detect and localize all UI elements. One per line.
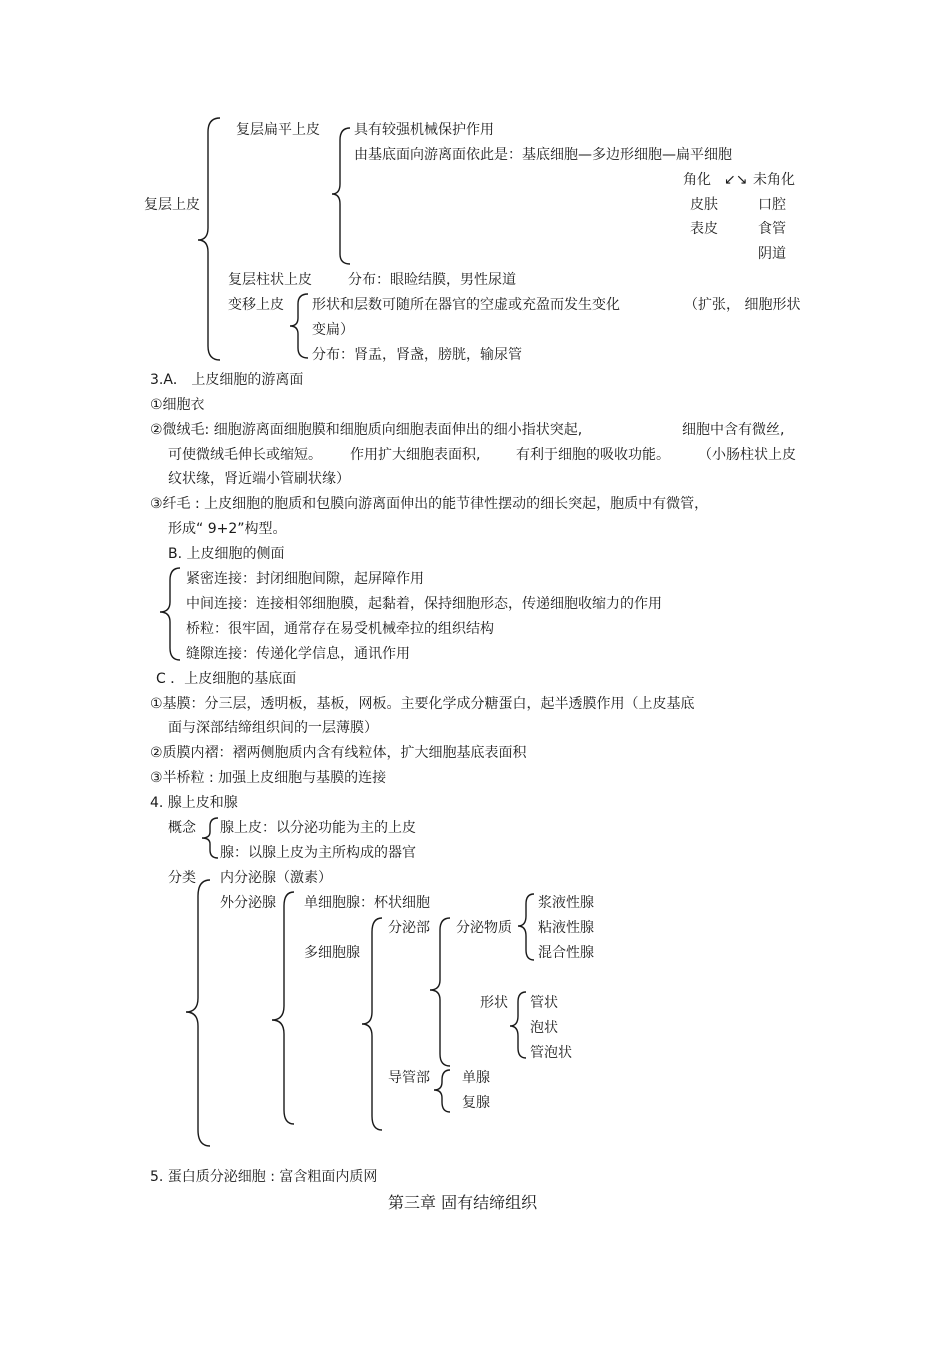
compound-gland: 复腺 [462, 1095, 490, 1111]
bracket-shape [510, 992, 526, 1058]
mucous-gland: 粘液性腺 [538, 920, 594, 936]
bracket-duct [434, 1070, 450, 1112]
gap-junction: 缝隙连接：传递化学信息，通讯作用 [186, 646, 410, 662]
secretory-portion: 分泌部 [388, 920, 430, 936]
nonkeratinized-vagina: 阴道 [758, 246, 786, 262]
secretion-type-label: 分泌物质 [456, 920, 512, 936]
bracket-secretory [430, 918, 450, 1066]
shape-label: 形状 [480, 995, 508, 1011]
alveolar-gland: 泡状 [530, 1020, 558, 1036]
transitional-shape-cont: 变扁） [312, 322, 354, 338]
transitional-shape-note: （扩张， 细胞形状 [684, 297, 801, 313]
bracket-classification [186, 880, 210, 1146]
plasma-membrane-infolding: ②质膜内褶：褶两侧胞质内含有线粒体，扩大细胞基底表面积 [150, 745, 527, 761]
section-3b-heading: B. 上皮细胞的侧面 [168, 546, 285, 562]
desmosome: 桥粒：很牢固，通常存在易受机械牵拉的组织结构 [186, 621, 494, 637]
microvilli-function: 作用扩大细胞表面积, [350, 447, 481, 463]
simple-gland: 单腺 [462, 1070, 490, 1086]
transitional-epithelium-label: 变移上皮 [228, 297, 284, 313]
bracket-stratified [198, 118, 220, 360]
basement-membrane: ①基膜：分三层，透明板，基板，网板。主要化学成分糖蛋白，起半透膜作用（上皮基底 [150, 696, 695, 712]
mixed-gland: 混合性腺 [538, 945, 594, 961]
intermediate-junction: 中间连接：连接相邻细胞膜，起黏着，保持细胞形态，传递细胞收缩力的作用 [186, 596, 662, 612]
chapter-title: 第三章 固有结缔组织 [388, 1193, 538, 1212]
tubular-gland: 管状 [530, 995, 558, 1011]
concept-glandular-epithelium: 腺上皮：以分泌功能为主的上皮 [220, 820, 416, 836]
branch-arrows: ↙↘ [724, 172, 748, 188]
transitional-distribution: 分布：肾盂，肾盏，膀胱，输尿管 [312, 347, 522, 363]
section-4-heading: 4. 腺上皮和腺 [150, 795, 238, 811]
section-3c-heading: C ．上皮细胞的基底面 [156, 671, 297, 687]
serous-gland: 浆液性腺 [538, 895, 594, 911]
keratinized-label: 角化 [683, 172, 711, 188]
bracket-squamous [332, 128, 350, 264]
bracket-transitional [290, 294, 308, 358]
bracket-substance [518, 894, 534, 960]
cilia-structure: 形成“ 9+2”构型。 [168, 521, 287, 537]
unicellular-gland: 单细胞腺：杯状细胞 [304, 895, 430, 911]
tight-junction: 紧密连接：封闭细胞间隙，起屏障作用 [186, 571, 424, 587]
microvilli-item: ②微绒毛: 细胞游离面细胞膜和细胞质向细胞表面伸出的细小指状突起, [150, 422, 583, 438]
section-5-text: 5. 蛋白质分泌细胞 : 富含粗面内质网 [150, 1169, 378, 1185]
microvilli-example-cont: 纹状缘，肾近端小管刷状缘） [168, 471, 350, 487]
stratified-columnar-label: 复层柱状上皮 [228, 272, 312, 288]
stratified-squamous-label: 复层扁平上皮 [236, 122, 320, 138]
endocrine-gland: 内分泌腺（激素） [220, 870, 332, 886]
microvilli-extend: 可使微绒毛伸长或缩短。 [168, 447, 322, 463]
keratinized-skin: 皮肤 [690, 197, 718, 213]
nonkeratinized-oral: 口腔 [758, 197, 786, 213]
squamous-function: 具有较强机械保护作用 [354, 122, 494, 138]
cell-coat-item: ①细胞衣 [150, 397, 205, 413]
bracket-lateral [160, 568, 180, 660]
concept-label: 概念 [168, 820, 196, 836]
columnar-distribution: 分布：眼睑结膜，男性尿道 [348, 272, 516, 288]
duct-portion: 导管部 [388, 1070, 430, 1086]
microvilli-microfilament: 细胞中含有微丝, [682, 422, 785, 438]
tubuloalveolar-gland: 管泡状 [530, 1045, 572, 1061]
multicellular-gland: 多细胞腺 [304, 945, 360, 961]
exocrine-gland: 外分泌腺 [220, 895, 276, 911]
hemidesmosome: ③半桥粒 : 加强上皮细胞与基膜的连接 [150, 770, 387, 786]
nonkeratinized-label: 未角化 [753, 172, 795, 188]
squamous-layers: 由基底面向游离面依此是：基底细胞—多边形细胞—扁平细胞 [354, 147, 732, 163]
concept-gland: 腺：以腺上皮为主所构成的器官 [220, 845, 416, 861]
bracket-concept [202, 818, 218, 858]
basement-membrane-cont: 面与深部结缔组织间的一层薄膜） [168, 720, 378, 736]
nonkeratinized-esophagus: 食管 [758, 221, 786, 237]
section-3a-heading: 3.A． 上皮细胞的游离面 [150, 372, 304, 388]
cilia-item: ③纤毛 : 上皮细胞的胞质和包膜向游离面伸出的能节律性摆动的细长突起，胞质中有微管， [150, 496, 709, 512]
microvilli-example: （小肠柱状上皮 [698, 447, 796, 463]
stratified-epithelium-label: 复层上皮 [144, 197, 200, 213]
microvilli-absorption: 有利于细胞的吸收功能。 [516, 447, 670, 463]
transitional-shape-change: 形状和层数可随所在器官的空虚或充盈而发生变化 [312, 297, 620, 313]
bracket-multicellular [362, 918, 382, 1130]
classification-label: 分类 [168, 870, 196, 886]
bracket-exocrine [272, 892, 294, 1124]
keratinized-epidermis: 表皮 [690, 221, 718, 237]
